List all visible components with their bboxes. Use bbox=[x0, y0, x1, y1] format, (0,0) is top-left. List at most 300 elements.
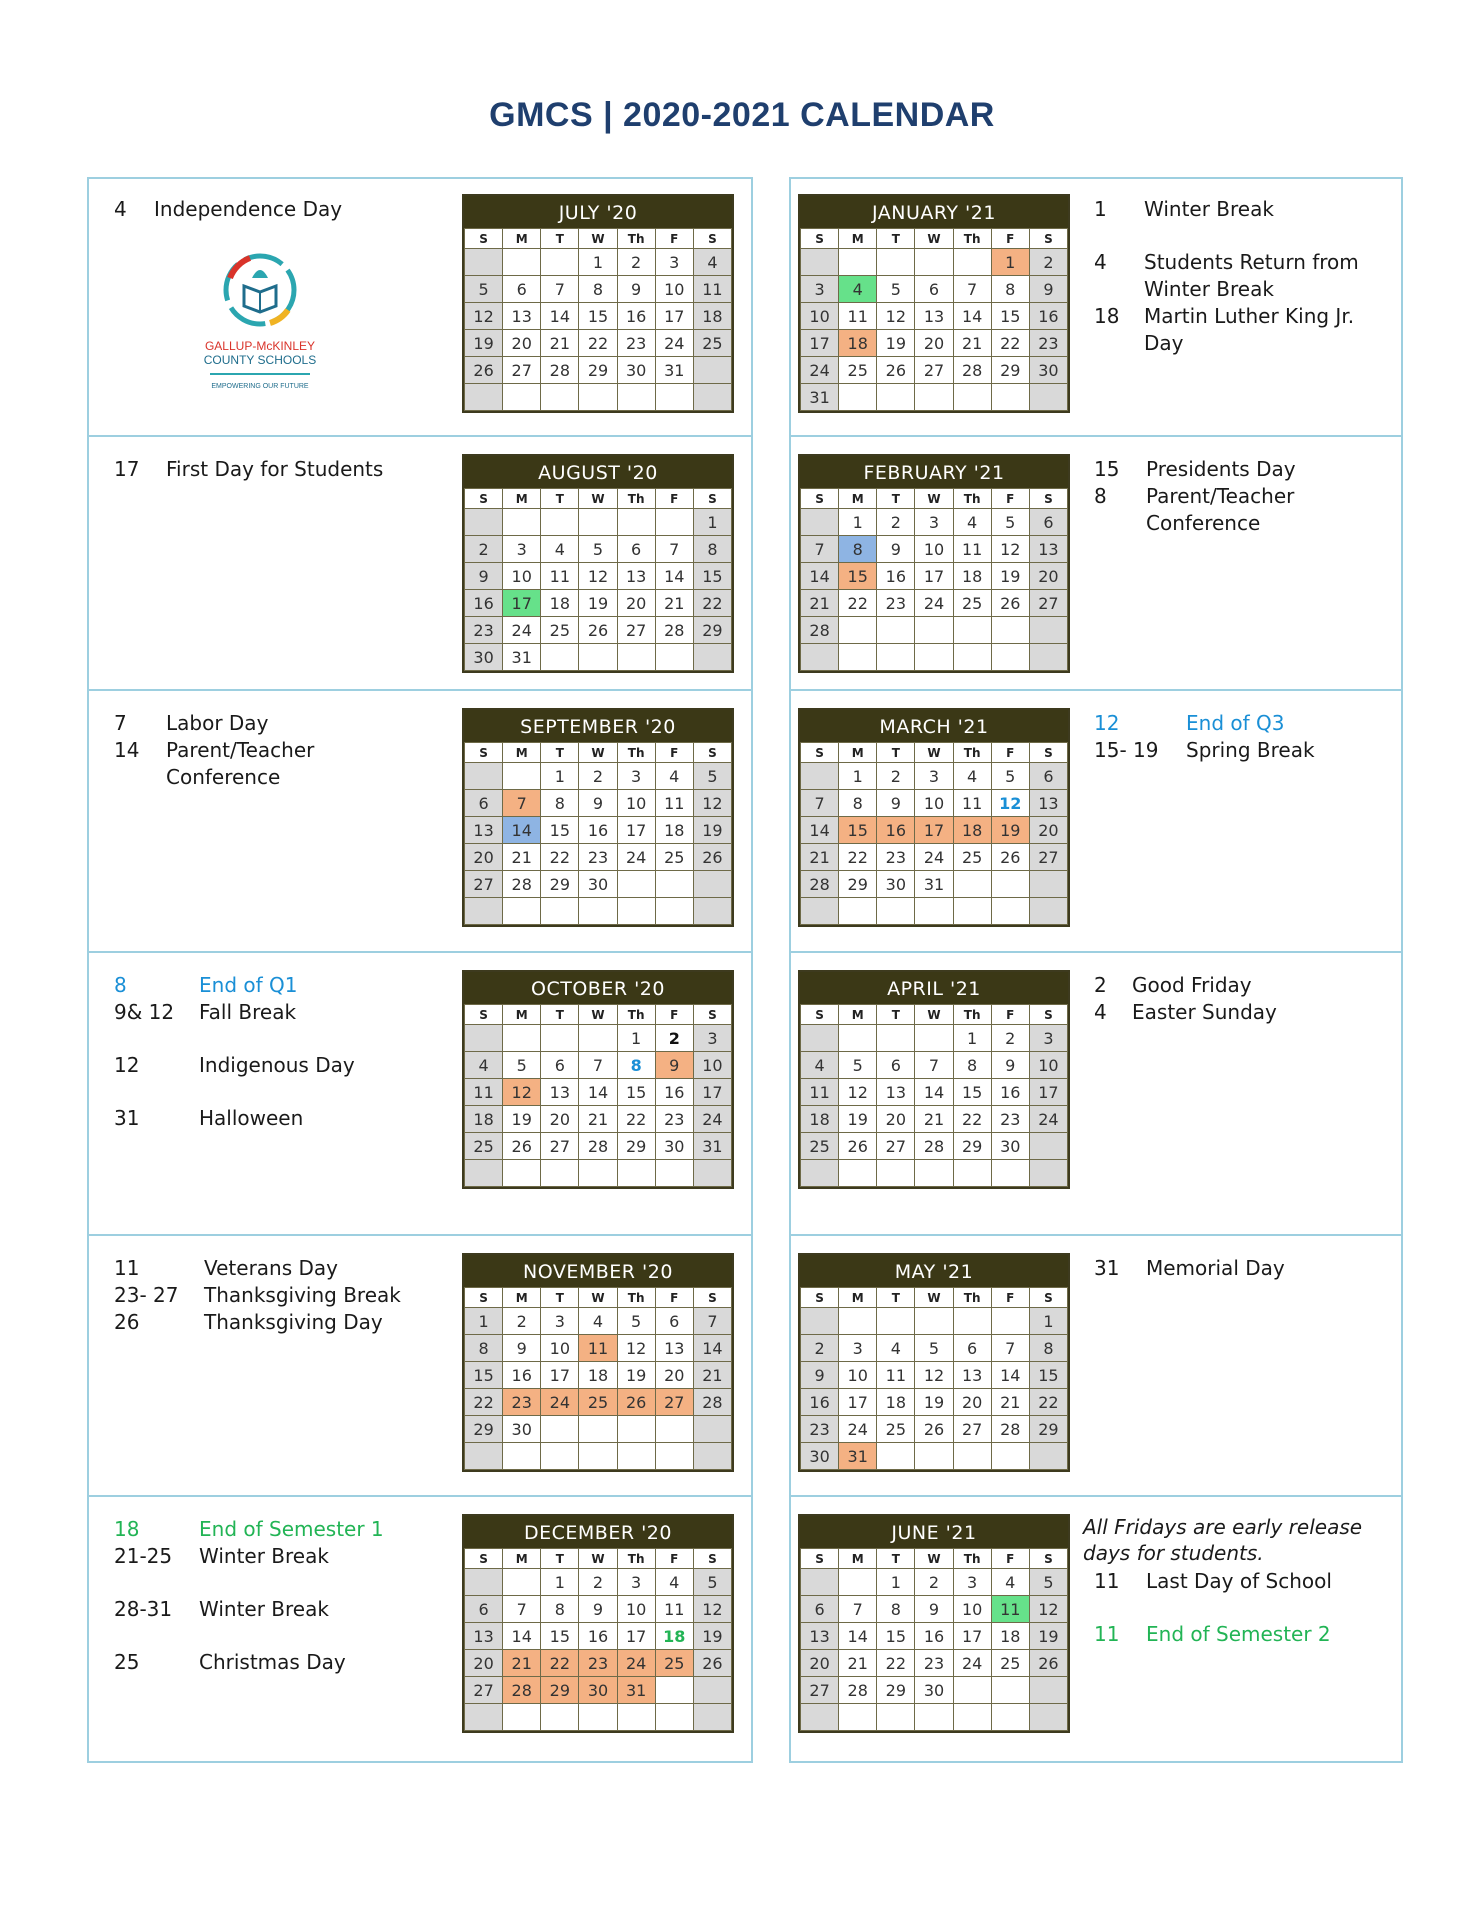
event-date: 12 bbox=[114, 1053, 140, 1077]
day-cell: 2 bbox=[503, 1308, 541, 1335]
weekday-label: S bbox=[465, 229, 503, 249]
day-cell bbox=[465, 384, 503, 411]
day-cell bbox=[655, 898, 693, 925]
month-calendar bbox=[462, 970, 734, 1189]
event-name: Winter Break bbox=[199, 1597, 329, 1621]
month-calendar bbox=[798, 454, 1070, 673]
week-row bbox=[801, 1596, 1068, 1623]
weekday-label: M bbox=[503, 743, 541, 763]
day-cell: 20 bbox=[877, 1106, 915, 1133]
day-cell: 29 bbox=[541, 1677, 579, 1704]
day-cell: 28 bbox=[991, 1416, 1029, 1443]
week-row bbox=[465, 1025, 732, 1052]
day-cell: 30 bbox=[617, 357, 655, 384]
day-cell: 16 bbox=[877, 817, 915, 844]
month-grid bbox=[464, 488, 732, 671]
day-cell: 2 bbox=[579, 763, 617, 790]
weekday-label: Th bbox=[617, 1549, 655, 1569]
day-cell: 29 bbox=[617, 1133, 655, 1160]
day-cell: 2 bbox=[655, 1025, 693, 1052]
weekday-label: S bbox=[465, 743, 503, 763]
day-cell bbox=[579, 1160, 617, 1187]
weekday-label: Th bbox=[617, 1288, 655, 1308]
day-cell: 27 bbox=[465, 1677, 503, 1704]
weekday-label: T bbox=[877, 489, 915, 509]
week-row bbox=[465, 1569, 732, 1596]
event-name: Parent/Teacher Conference bbox=[166, 738, 315, 789]
day-cell: 4 bbox=[579, 1308, 617, 1335]
day-cell: 20 bbox=[465, 1650, 503, 1677]
week-row bbox=[801, 1079, 1068, 1106]
event-date: 2 bbox=[1094, 973, 1107, 997]
day-cell: 3 bbox=[915, 763, 953, 790]
weekday-label: S bbox=[1029, 1005, 1067, 1025]
day-cell: 1 bbox=[839, 509, 877, 536]
day-cell: 14 bbox=[655, 563, 693, 590]
day-cell bbox=[579, 509, 617, 536]
event-name: Halloween bbox=[199, 1106, 304, 1130]
day-cell bbox=[617, 1443, 655, 1470]
event-name: Winter Break bbox=[1144, 197, 1274, 221]
day-cell: 5 bbox=[915, 1335, 953, 1362]
day-cell bbox=[801, 763, 839, 790]
day-cell bbox=[503, 384, 541, 411]
day-cell: 7 bbox=[991, 1335, 1029, 1362]
day-cell: 1 bbox=[579, 249, 617, 276]
month-grid bbox=[800, 228, 1068, 411]
day-cell: 15 bbox=[693, 563, 731, 590]
weekday-label: M bbox=[503, 229, 541, 249]
month-calendar bbox=[798, 1253, 1070, 1472]
weekday-label: T bbox=[541, 229, 579, 249]
day-cell bbox=[801, 249, 839, 276]
week-row bbox=[465, 1052, 732, 1079]
day-cell: 3 bbox=[915, 509, 953, 536]
day-cell bbox=[991, 1443, 1029, 1470]
day-cell: 31 bbox=[693, 1133, 731, 1160]
day-cell: 12 bbox=[1029, 1596, 1067, 1623]
day-cell: 1 bbox=[617, 1025, 655, 1052]
day-cell: 26 bbox=[465, 357, 503, 384]
day-cell bbox=[953, 617, 991, 644]
week-row bbox=[801, 644, 1068, 671]
day-cell: 15 bbox=[465, 1362, 503, 1389]
day-cell: 5 bbox=[693, 1569, 731, 1596]
day-cell: 19 bbox=[1029, 1623, 1067, 1650]
day-cell: 15 bbox=[541, 1623, 579, 1650]
day-cell: 17 bbox=[503, 590, 541, 617]
week-row bbox=[801, 357, 1068, 384]
day-cell: 12 bbox=[991, 536, 1029, 563]
month-title: JANUARY '21 bbox=[800, 196, 1068, 228]
day-cell: 16 bbox=[579, 1623, 617, 1650]
event-date: 15 bbox=[1094, 457, 1120, 481]
week-row bbox=[465, 509, 732, 536]
weekday-label: T bbox=[877, 229, 915, 249]
day-cell bbox=[839, 1569, 877, 1596]
day-cell: 19 bbox=[915, 1389, 953, 1416]
day-cell bbox=[655, 1160, 693, 1187]
day-cell: 1 bbox=[953, 1025, 991, 1052]
day-cell: 16 bbox=[915, 1623, 953, 1650]
weekday-label: Th bbox=[953, 1549, 991, 1569]
month-grid bbox=[800, 1004, 1068, 1187]
weekday-label: T bbox=[541, 1288, 579, 1308]
day-cell: 22 bbox=[839, 590, 877, 617]
day-cell bbox=[839, 1308, 877, 1335]
day-cell: 24 bbox=[541, 1389, 579, 1416]
day-cell: 15 bbox=[839, 563, 877, 590]
day-cell: 16 bbox=[503, 1362, 541, 1389]
week-row bbox=[801, 844, 1068, 871]
day-cell: 29 bbox=[1029, 1416, 1067, 1443]
day-cell: 18 bbox=[579, 1362, 617, 1389]
day-cell: 27 bbox=[617, 617, 655, 644]
day-cell: 10 bbox=[839, 1362, 877, 1389]
day-cell: 1 bbox=[991, 249, 1029, 276]
day-cell bbox=[801, 1308, 839, 1335]
day-cell: 13 bbox=[953, 1362, 991, 1389]
day-cell: 11 bbox=[877, 1362, 915, 1389]
day-cell: 26 bbox=[991, 590, 1029, 617]
day-cell: 21 bbox=[503, 844, 541, 871]
day-cell bbox=[693, 644, 731, 671]
day-cell bbox=[953, 1677, 991, 1704]
day-cell: 21 bbox=[503, 1650, 541, 1677]
day-cell: 17 bbox=[617, 817, 655, 844]
event-date: 4 bbox=[1094, 250, 1107, 274]
month-title: AUGUST '20 bbox=[464, 456, 732, 488]
weekday-label: S bbox=[465, 1549, 503, 1569]
weekday-label: Th bbox=[953, 489, 991, 509]
week-row bbox=[801, 1025, 1068, 1052]
day-cell: 24 bbox=[655, 330, 693, 357]
day-cell: 1 bbox=[693, 509, 731, 536]
day-cell: 31 bbox=[915, 871, 953, 898]
day-cell: 27 bbox=[915, 357, 953, 384]
week-row bbox=[801, 1362, 1068, 1389]
day-cell: 21 bbox=[839, 1650, 877, 1677]
week-row bbox=[465, 871, 732, 898]
weekday-label: M bbox=[839, 1549, 877, 1569]
day-cell bbox=[915, 249, 953, 276]
day-cell bbox=[655, 1416, 693, 1443]
day-cell: 22 bbox=[953, 1106, 991, 1133]
day-cell: 28 bbox=[503, 871, 541, 898]
day-cell bbox=[693, 1443, 731, 1470]
day-cell bbox=[465, 1025, 503, 1052]
event-name: Labor Day bbox=[166, 711, 269, 735]
day-cell: 23 bbox=[579, 844, 617, 871]
day-cell: 21 bbox=[693, 1362, 731, 1389]
day-cell bbox=[801, 1160, 839, 1187]
day-cell: 6 bbox=[617, 536, 655, 563]
day-cell bbox=[655, 1443, 693, 1470]
event-name: Fall Break bbox=[199, 1000, 297, 1024]
day-cell bbox=[465, 249, 503, 276]
event-name: Indigenous Day bbox=[199, 1053, 355, 1077]
day-cell bbox=[801, 644, 839, 671]
day-cell bbox=[617, 644, 655, 671]
day-cell bbox=[915, 644, 953, 671]
day-cell: 21 bbox=[801, 844, 839, 871]
day-cell: 8 bbox=[693, 536, 731, 563]
week-row bbox=[465, 1650, 732, 1677]
day-cell bbox=[503, 898, 541, 925]
day-cell: 12 bbox=[617, 1335, 655, 1362]
day-cell bbox=[801, 1569, 839, 1596]
month-calendar bbox=[462, 1253, 734, 1472]
week-row bbox=[465, 249, 732, 276]
week-row bbox=[801, 1308, 1068, 1335]
day-cell: 19 bbox=[693, 1623, 731, 1650]
event-date: 11 bbox=[1094, 1622, 1120, 1646]
day-cell: 31 bbox=[503, 644, 541, 671]
day-cell: 5 bbox=[693, 763, 731, 790]
weekday-label: F bbox=[655, 1549, 693, 1569]
day-cell bbox=[693, 384, 731, 411]
day-cell: 11 bbox=[991, 1596, 1029, 1623]
week-row bbox=[801, 563, 1068, 590]
month-title: NOVEMBER '20 bbox=[464, 1255, 732, 1287]
day-cell: 14 bbox=[953, 303, 991, 330]
day-cell bbox=[953, 1308, 991, 1335]
day-cell: 26 bbox=[693, 844, 731, 871]
day-cell bbox=[991, 1308, 1029, 1335]
week-row bbox=[801, 536, 1068, 563]
day-cell: 22 bbox=[877, 1650, 915, 1677]
weekday-label: S bbox=[801, 229, 839, 249]
day-cell: 14 bbox=[801, 817, 839, 844]
week-row bbox=[801, 1160, 1068, 1187]
day-cell bbox=[655, 509, 693, 536]
day-cell: 5 bbox=[617, 1308, 655, 1335]
weekday-label: M bbox=[503, 1549, 541, 1569]
day-cell bbox=[503, 1569, 541, 1596]
weekday-label: F bbox=[991, 229, 1029, 249]
month-title: FEBRUARY '21 bbox=[800, 456, 1068, 488]
logo-tagline: EMPOWERING OUR FUTURE bbox=[211, 383, 309, 390]
day-cell: 27 bbox=[877, 1133, 915, 1160]
weekday-label: F bbox=[991, 1288, 1029, 1308]
day-cell bbox=[541, 1704, 579, 1731]
event-date: 21-25 bbox=[114, 1544, 173, 1568]
week-row bbox=[801, 330, 1068, 357]
day-cell bbox=[503, 1025, 541, 1052]
day-cell: 31 bbox=[655, 357, 693, 384]
day-cell: 2 bbox=[915, 1569, 953, 1596]
day-cell: 29 bbox=[953, 1133, 991, 1160]
day-cell bbox=[503, 509, 541, 536]
day-cell: 20 bbox=[1029, 563, 1067, 590]
day-cell: 31 bbox=[617, 1677, 655, 1704]
day-cell: 7 bbox=[693, 1308, 731, 1335]
day-cell: 28 bbox=[839, 1677, 877, 1704]
day-cell: 18 bbox=[693, 303, 731, 330]
page-title: GMCS | 2020-2021 CALENDAR bbox=[489, 96, 995, 134]
day-cell: 4 bbox=[655, 763, 693, 790]
day-cell bbox=[1029, 1677, 1067, 1704]
day-cell: 29 bbox=[877, 1677, 915, 1704]
weekday-label: T bbox=[541, 743, 579, 763]
day-cell: 10 bbox=[503, 563, 541, 590]
day-cell: 25 bbox=[465, 1133, 503, 1160]
weekday-label: F bbox=[655, 229, 693, 249]
day-cell: 20 bbox=[465, 844, 503, 871]
day-cell bbox=[465, 1160, 503, 1187]
day-cell: 25 bbox=[839, 357, 877, 384]
event-name: End of Semester 2 bbox=[1146, 1622, 1331, 1646]
day-cell: 12 bbox=[839, 1079, 877, 1106]
day-cell: 17 bbox=[839, 1389, 877, 1416]
day-cell bbox=[465, 509, 503, 536]
day-cell: 9 bbox=[579, 790, 617, 817]
day-cell: 10 bbox=[617, 1596, 655, 1623]
weekday-label: M bbox=[503, 1005, 541, 1025]
day-cell: 15 bbox=[579, 303, 617, 330]
day-cell bbox=[1029, 1160, 1067, 1187]
day-cell: 28 bbox=[693, 1389, 731, 1416]
day-cell: 7 bbox=[953, 276, 991, 303]
day-cell: 5 bbox=[465, 276, 503, 303]
week-row bbox=[465, 1079, 732, 1106]
day-cell bbox=[541, 1160, 579, 1187]
day-cell bbox=[617, 1160, 655, 1187]
day-cell: 29 bbox=[991, 357, 1029, 384]
month-grid bbox=[800, 742, 1068, 925]
weekday-header-row bbox=[801, 1005, 1068, 1025]
day-cell: 11 bbox=[465, 1079, 503, 1106]
day-cell: 1 bbox=[541, 1569, 579, 1596]
weekday-label: S bbox=[465, 1005, 503, 1025]
day-cell: 19 bbox=[877, 330, 915, 357]
month-calendar bbox=[462, 194, 734, 413]
day-cell bbox=[915, 1025, 953, 1052]
weekday-header-row bbox=[465, 1005, 732, 1025]
day-cell bbox=[1029, 1133, 1067, 1160]
week-row bbox=[801, 1650, 1068, 1677]
weekday-header-row bbox=[465, 489, 732, 509]
day-cell: 3 bbox=[503, 536, 541, 563]
day-cell: 14 bbox=[503, 1623, 541, 1650]
day-cell: 20 bbox=[1029, 817, 1067, 844]
day-cell: 26 bbox=[991, 844, 1029, 871]
day-cell bbox=[465, 1704, 503, 1731]
weekday-label: F bbox=[655, 1005, 693, 1025]
day-cell: 16 bbox=[991, 1079, 1029, 1106]
day-cell: 10 bbox=[953, 1596, 991, 1623]
month-title: OCTOBER '20 bbox=[464, 972, 732, 1004]
month-grid bbox=[800, 1287, 1068, 1470]
day-cell: 2 bbox=[1029, 249, 1067, 276]
weekday-label: M bbox=[839, 743, 877, 763]
day-cell bbox=[953, 384, 991, 411]
event-date: 1 bbox=[1094, 197, 1107, 221]
weekday-label: Th bbox=[953, 743, 991, 763]
event-name: Spring Break bbox=[1186, 738, 1315, 762]
week-row bbox=[465, 590, 732, 617]
weekday-header-row bbox=[465, 1288, 732, 1308]
day-cell: 20 bbox=[503, 330, 541, 357]
day-cell: 14 bbox=[839, 1623, 877, 1650]
day-cell: 27 bbox=[465, 871, 503, 898]
day-cell: 30 bbox=[915, 1677, 953, 1704]
day-cell bbox=[915, 1704, 953, 1731]
day-cell bbox=[617, 1704, 655, 1731]
day-cell: 25 bbox=[801, 1133, 839, 1160]
day-cell: 28 bbox=[801, 871, 839, 898]
weekday-label: S bbox=[1029, 1549, 1067, 1569]
day-cell: 21 bbox=[991, 1389, 1029, 1416]
day-cell: 5 bbox=[1029, 1569, 1067, 1596]
week-row bbox=[465, 563, 732, 590]
day-cell: 21 bbox=[541, 330, 579, 357]
day-cell: 28 bbox=[915, 1133, 953, 1160]
week-row bbox=[801, 249, 1068, 276]
weekday-label: F bbox=[655, 743, 693, 763]
day-cell bbox=[655, 644, 693, 671]
day-cell: 17 bbox=[915, 817, 953, 844]
week-row bbox=[465, 763, 732, 790]
day-cell: 14 bbox=[541, 303, 579, 330]
day-cell: 20 bbox=[655, 1362, 693, 1389]
day-cell: 27 bbox=[953, 1416, 991, 1443]
weekday-label: Th bbox=[953, 229, 991, 249]
day-cell: 2 bbox=[991, 1025, 1029, 1052]
day-cell bbox=[465, 1443, 503, 1470]
day-cell: 2 bbox=[465, 536, 503, 563]
day-cell: 26 bbox=[1029, 1650, 1067, 1677]
day-cell: 27 bbox=[1029, 590, 1067, 617]
day-cell: 28 bbox=[541, 357, 579, 384]
day-cell: 9 bbox=[991, 1052, 1029, 1079]
day-cell: 7 bbox=[915, 1052, 953, 1079]
month-title: JULY '20 bbox=[464, 196, 732, 228]
day-cell bbox=[877, 617, 915, 644]
day-cell bbox=[801, 509, 839, 536]
day-cell: 10 bbox=[541, 1335, 579, 1362]
event-date: 31 bbox=[1094, 1256, 1120, 1280]
weekday-label: Th bbox=[617, 489, 655, 509]
week-row bbox=[465, 1362, 732, 1389]
weekday-label: T bbox=[541, 1549, 579, 1569]
day-cell: 15 bbox=[617, 1079, 655, 1106]
day-cell: 19 bbox=[465, 330, 503, 357]
day-cell bbox=[801, 1704, 839, 1731]
day-cell bbox=[541, 384, 579, 411]
day-cell bbox=[953, 644, 991, 671]
day-cell: 15 bbox=[877, 1623, 915, 1650]
weekday-label: W bbox=[579, 743, 617, 763]
day-cell: 8 bbox=[1029, 1335, 1067, 1362]
day-cell: 4 bbox=[953, 509, 991, 536]
week-row bbox=[465, 1677, 732, 1704]
day-cell bbox=[541, 249, 579, 276]
day-cell: 13 bbox=[877, 1079, 915, 1106]
day-cell: 13 bbox=[655, 1335, 693, 1362]
day-cell: 22 bbox=[839, 844, 877, 871]
day-cell bbox=[579, 1704, 617, 1731]
day-cell: 19 bbox=[579, 590, 617, 617]
day-cell: 4 bbox=[953, 763, 991, 790]
day-cell: 9 bbox=[801, 1362, 839, 1389]
week-row bbox=[465, 1308, 732, 1335]
week-row bbox=[465, 1596, 732, 1623]
day-cell: 8 bbox=[839, 790, 877, 817]
day-cell: 7 bbox=[503, 790, 541, 817]
day-cell: 10 bbox=[915, 790, 953, 817]
week-row bbox=[465, 276, 732, 303]
